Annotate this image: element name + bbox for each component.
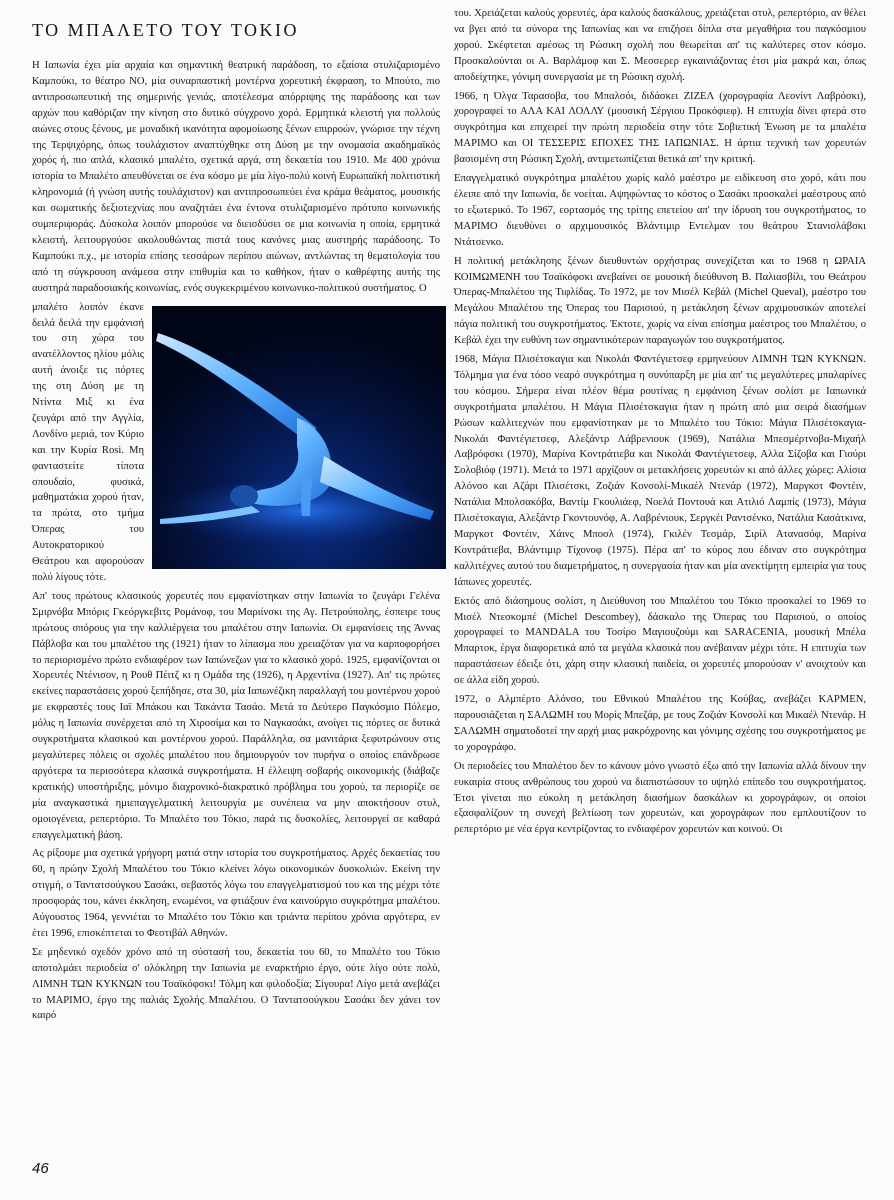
paragraph: Η Ιαπωνία έχει μία αρχαία και σημαντική θεατρική παράδοση, το εξαίσια στυλιζαρισμένο Καμπούκι, το θέατρο ΝΟ, μία συναρπαστική μοντέρνα χορευτική έκφραση, το Μπούτο, πιο αντιπροσωπευτική της σημερινής γενιάς, αποτέλεσμα απόρριψης της παράδοσης και των αρχών που καθόριζαν την κίνηση στο δυτικό σύγχρονο χορό. Ερμητικά κλειστή για πολλούς αιώνες στους ξένους, με μοναδική ικανότητα αφομοίωσης ξένων επιρροών, γνώρισε την τέχνη της Τερψιχόρης, όπως τουλάχιστον αναπτύχθηκε στη Δύση με την ονομασία ακαδημαϊκός χορός ή, πιο απλά, κλασικό μπαλέτο, σχετικά αργά, στη δεκαετία του 1910. Με 400 χρόνια ιστορία το Μπαλέτο απευθύνεται σε ένα κόσμο με μία λίγο-πολύ κοινή Ευρωπαϊκή πολιτιστική κληρονομιά (ή γνώση αυτής τουλάχιστον) και αντιπροσωπεύει ένα κράμα θεάματος, μουσικής και σωματικής δεξιοτεχνίας που αναζητάει ένα έντονα στυλιζαρισμένο πρότυπο κοινωνικής συμπεριφοράς. Δύσκολα λοιπόν μπορούσε να διεισδύσει σε μια κοινωνία η οποία, ερμητικά κλειστή, λειτουργούσε ακολουθώντας πιστά τους κανόνες μιας αυστηρής παράδοσης. Το Καμπούκι π.χ., με ιστορία επίσης τεσσάρων περίπου αιώνων, αντλώντας τη θεματολογία του από τη σύγκρουση ανάμεσα στην επιθυμία και το καθήκον, ήταν ο καθρέφτης αυτής της αυστηρά παραδοσιακής κοινωνίας, ενός συγκεκριμένου κοινωνικο-πολιτικού συστήματος. Ο	[32, 60, 440, 294]
page-number: 46	[32, 1160, 49, 1177]
paragraph: 1966, η Όλγα Ταρασοβα, του Μπαλσόι, διδάσκει ΖΙΖΕΛ (χορογραφία Λεονίντ Λαβρόσκι), χορογραφεί το ΑΛΑ ΚΑΙ ΛΟΛΛΥ (μουσική Σέργιου Προκόφιεφ). Η επιτυχία δίνει φτερά στο συγκρότημα και επιχειρεί την πρώτη περιοδεία στην τότε Σοβιετική Ένωση με τα μπαλέτα ΜΑΡΙΜΟ και ΟΙ ΤΕΣΣΕΡΙΣ ΕΠΟΧΕΣ ΤΗΣ ΙΑΠΩΝΙΑΣ. Η άρτια τεχνική των χορευτών βασισμένη στη Ρώσικη Σχολή, αντιμετωπίζεται θετικά απ' την κριτική.	[454, 90, 866, 166]
paragraph: Επαγγελματικό συγκρότημα μπαλέτου χωρίς καλό μαέστρο με ειδίκευση στο χορό, κάτι που έλειπε από την Ιαπωνία, δε νοείται. Αψηφώντας το κόστος ο Σασάκι προσκαλεί μαέστρους από το εξωτερικό. Το 1967, εορτασμός της τρίτης επετείου απ' την ίδρυση του συγκροτήματος, το ΜΑΡΙΜΟ διευθύνει ο αρχιμουσικός Βλάντιμιρ Εντελμαν του θεάτρου Στανισλάβσκι Ντάτσενκο.	[454, 173, 866, 248]
paragraph: Απ' τους πρώτους κλασικούς χορευτές που εμφανίστηκαν στην Ιαπωνία το ζευγάρι Γελένα Σμιρνόβα Μπόρις Γκεόργκεβιτς Ρομάνοφ, του Μαριίνσκι της Αγ. Πετρούπολης, έσπειρε τους πρώτους σπόρους για την καλλιέργεια του μπαλέτου στην Ιαπωνία. Οι εμφανίσεις της Άννας Πάβλοβα και του μπαλέτου της (1921) ήταν το λίπασμα που χρειαζόταν για να καρποφορήσει το περιορισμένο πρώτο ενδιαφέρον των Ιαπώνεζων για το κλασικό χορό. 1925, εμφανίζονται οι Χορευτές Ντένισον, η Ρουθ Πέιτζ κι η Ομάδα της (1926), η Αρχεντίνα (1927). Απ' τις πρώτες εκείνες παραστάσεις χορού ξεπήδησε, στα 30, μία Ιαπωνέζικη παραλλαγή του μοντέρνου χορού με εκφραστές τους Ιαϊ Μπάκου και Τακάντα Τασάο. Μετά το Δεύτερο Παγκόσμιο Πόλεμο, μόλις η Ιαπωνία συνέρχεται από τη Χιροσίμα και το Ναγκασάκι, ανοίγει τις πόρτες σε δυτικά συγκροτήματα κλασικού και μοντέρνου χορού. Παράλληλα, σα μανιτάρια ξεφυτρώνουν στις μεγαλύτερες πόλεις οι σχολές μπαλέτου που δημιουργούν τον πυρήνα ο οποίος επάνδρωσε αργότερα τα περισσότερα κλασικά συγκροτήματα. Η έλλειψη σοβαρής οικονομικής (διάβαζε κρατικής) υποστήριξης, μόνιμο διαχρονικό-διακρατικό πρόβλημα του χορού, τα περιορίζε σε μία αναγκαστικά ημιεπαγγελματική λειτουργία με συνέπεια να μην αποκτήσουν στυλ, ομοιογένεια, ρεπερτόριο. Το Μπαλέτο του Τόκιο, παρά τις δυσκολίες, λειτουργεί σε καθαρά επαγγελματική βάση.	[32, 590, 440, 841]
dancer-photo	[152, 306, 446, 569]
paragraph: Εκτός από διάσημους σολίστ, η Διεύθυνση του Μπαλέτου του Τόκιο προσκαλεί το 1969 το Μισέλ Ντεσκομπέ (Michel Descombey), δάσκαλο της Όπερας του Παρισιού, ο οποίος χορογραφεί το MANDALA του Τοσίρο Μαγιουζούμι και SARACENIA, μουσική Μπέλα Μπαρτοκ, έργα διαφορετικά από τα μεγάλα κλασικά που ανέβαιναν μέχρι τότε. Η επιτυχία των παραστάσεων έδειξε ότι, χάρη στην κλασική παιδεία, οι χορευτές μπορούσαν ν' ανοιχτούν και σε άλλα είδη χορού.	[454, 595, 866, 687]
paragraph: Η πολιτική μετάκλησης ξένων διευθυντών ορχήστρας συνεχίζεται και το 1968 η ΩΡΑΙΑ ΚΟΙΜΩΜΕΝΗ του Τσαϊκόφσκι ανεβαίνει σε μουσική διεύθυνση Β. Παλιασβίλι, του Θεάτρου Όπερας-Μπαλέτου της Τιφλίδας. Το 1972, με τον Μισέλ Κεβάλ (Michel Queval), μαέστρο του Μεγάλου Μπαλέτου της Όπερας του Παρισιού, η μετάκληση ξένων αρχιμουσικών αποτελεί πάγια πολιτική του συγκροτήματος. Έκτοτε, χωρίς να είναι επίσημα μαέστρος του Μπαλέτου, ο Κεβάλ έχει την ευθύνη των σημαντικότερων παραγωγών του συγκροτήματος.	[454, 255, 866, 347]
right-column	[454, 6, 866, 841]
paragraph: Σε μηδενικό σχεδόν χρόνο από τη σύστασή του, δεκαετία του 60, το Μπαλέτο του Τόκιο αποτολμάει περιοδεία σ' ολόκληρη την Ιαπωνία με εναρκτήριο έργο, ούτε λίγο ούτε πολύ, ΛΙΜΝΗ ΤΩΝ ΚΥΚΝΩΝ του Τσαϊκόφσκι! Τόλμη και φιλοδοξία; Σίγουρα! Λίγο μετά ανεβάζει το ΜΑΡΙΜΟ, έργο της παλιάς Σχολής Μπαλέτου. Ο Ταντατσούγκου Σασάκι δεν χάνει τον καιρό	[32, 946, 440, 1022]
paragraph: 1972, ο Αλμπέρτο Αλόνσο, του Εθνικού Μπαλέτου της Κούβας, ανεβάζει ΚΑΡΜΕΝ, παρουσιάζεται η ΣΑΛΩΜΗ του Μορίς Μπεζάρ, με τους Ζοζιάν Κονσολί και Μικαέλ Ντενάρ. Η ΣΑΛΩΜΗ σηματοδοτεί την αρχή μιας μακρόχρονης και γόνιμης σχέσης του συγκροτήματος με το χορογράφο.	[454, 694, 866, 753]
paragraph: μπαλέτο λοιπόν έκανε δειλά δειλά την εμφάνισή του στη χώρα του ανατέλλοντος ηλίου μόλις αυτή άνοιξε τις πόρτες της στη Δύση με τη Ντίντα Μιξ κι ένα ζευγάρι από την Αγγλία, Λονδίνο μεριά, τον Κύριο και την Κυρία Rosi. Μη φανταστείτε τίποτα σπουδαίο, φυσικά, μαθηματάκια χορού ήταν, τα πρώτα, στο τμήμα Όπερας του Αυτοκρατορικού Θεάτρου και αφορούσαν πολύ λίγους τότε.	[32, 301, 144, 583]
article-title: ΤΟ ΜΠΑΛΕΤΟ ΤΟΥ ΤΟΚΙΟ	[32, 20, 300, 40]
paragraph: του. Χρειάζεται καλούς χορευτές, άρα καλούς δασκάλους, χρειάζεται στυλ, ρεπερτόριο, αν θέλει να βγει από τα σύνορα της Ιαπωνίας και να επιζήσει δίπλα στα μεγαθήρια του παγκόσμιου χορού. Σκέφτεται αμέσως τη Ρώσικη σχολή που θεωρείται απ' τις καλύτερες στον κόσμο. Προσκαλούνται οι Α. Βαρλάμοφ και Σ. Μεσσερερ εγκαινιάζοντας έτσι μία μακρά και, όπως αποδείχτηκε, γόνιμη συνεργασία με τη Ρώσικη σχολή.	[454, 8, 866, 83]
left-column	[32, 58, 440, 1027]
paragraph: 1968, Μάγια Πλισέτσκαγια και Νικολάι Φαντέγιετσεφ ερμηνεύουν ΛΙΜΝΗ ΤΩΝ ΚΥΚΝΩΝ. Τόλμημα για ένα τόσο νεαρό συγκρότημα η συνύπαρξη με μία απ' τις μεγαλύτερες μπαλαρίνες του κόσμου. Σήμερα είναι πλέον θέμα ρουτίνας η εμφάνιση ξένων σολίστ με Ιαπωνικά συγκροτήματα μπαλέτου. Η Μάγια Πλισέτσκαγια ήταν η πρώτη από μια σειρά διασήμων Ρώσων καλλιτεχνών που εμφανίστηκαν με το Μπαλέτο του Τόκιο: Μάγια Πλισέτσκαγια-Νικολάι Φαντέγιετσεφ, Αλεξάντρ Λάβρενιουκ (1969), Νατάλια Μπεσμέρτνοβα-Μιχαήλ Λαβρόφσκι (1970), Μαρίνα Κοντράτιεβα και Νικολάι Φαντέγιετσεφ, Αλλα Σίζοβα και Γιούρι Σολοβιόφ (1971). Μετά το 1971 αρχίζουν οι μετακλήσεις χορευτών κι από άλλες χώρες: Αλίσια Αλόνσο και Αζάρι Πλισέτσκι, Ζοζιάν Κονσολί-Μικαέλ Ντενάρ (1972), Μαργκοτ Φοντέιν, Νατάλια Μπολσακόβα, Βαντίμ Γκουλιάεφ, Νοελά Ποντουά και Ατιλιό Λαμπίς (1973), Μάγια Πλισέτσκαγια, Αλεξάντρ Γκοντουνόφ, Α. Λαβρένιουκ, Σεργκέι Ραντσένκο, Νατάλια Κασάτκινα, Μαργκοτ Φοντέιν, Χάινς Μποσλ (1974), Γκιλέν Τεσμάρ, Σιρίλ Ατανασόφ, Μαρίνα Κοντράτιεβα, Βλάντιμιρ Τίχονοφ (1975). Πέρα απ' το κύρος που έδιναν στο συγκρότημα καλλιτέχνες αυτού του διαμετρήματος, η συνεργασία ήταν και μία ανεκτίμητη εμπειρία για τους Ιάπωνες χορευτές.	[454, 354, 866, 588]
paragraph: Ας ρίξουμε μια σχετικά γρήγορη ματιά στην ιστορία του συγκροτήματος. Αρχές δεκαετίας του 60, η πρώην Σχολή Μπαλέτου του Τόκιο κλείνει λόγω οικονομικών δυσκολιών. Εκείνη την στιγμή, ο Ταντατσούγκου Σασάκι, σεβαστός λόγω του επαγγελματισμού του και της μέχρι τότε προσφοράς του, κάνει έκκληση, ενωμένοι, να φτιάξουν ένα καινούργιο συγκρότημα μπαλέτου. Αύγουστος 1964, γεννιέται το Μπαλέτο του Τόκιο και τριάντα περίπου χρόνια αργότερα, εν έτει 1996, επισκέπτεται το Φεστιβάλ Αθηνών.	[32, 848, 440, 939]
paragraph: Οι περιοδείες του Μπαλέτου δεν το κάνουν μόνο γνωστό έξω από την Ιαπωνία αλλά δίνουν την ευκαιρία στους ανθρώπους του χορού να διαπιστώσουν το υψηλό επίπεδο του συγκροτήματος. Έτσι γίνεται πιο εύκολη η μετάκληση διασήμων δασκάλων κι χορογράφων, οι οποίοι εξασφαλίζουν τη συνεχή βελτίωση των χορευτών, και χορογράφων που εμπλουτίζουν το ρεπερτόριο με νέα έργα κεντρίζοντας το ενδιαφέρον χορευτών και κοινού. Οι	[454, 760, 866, 836]
